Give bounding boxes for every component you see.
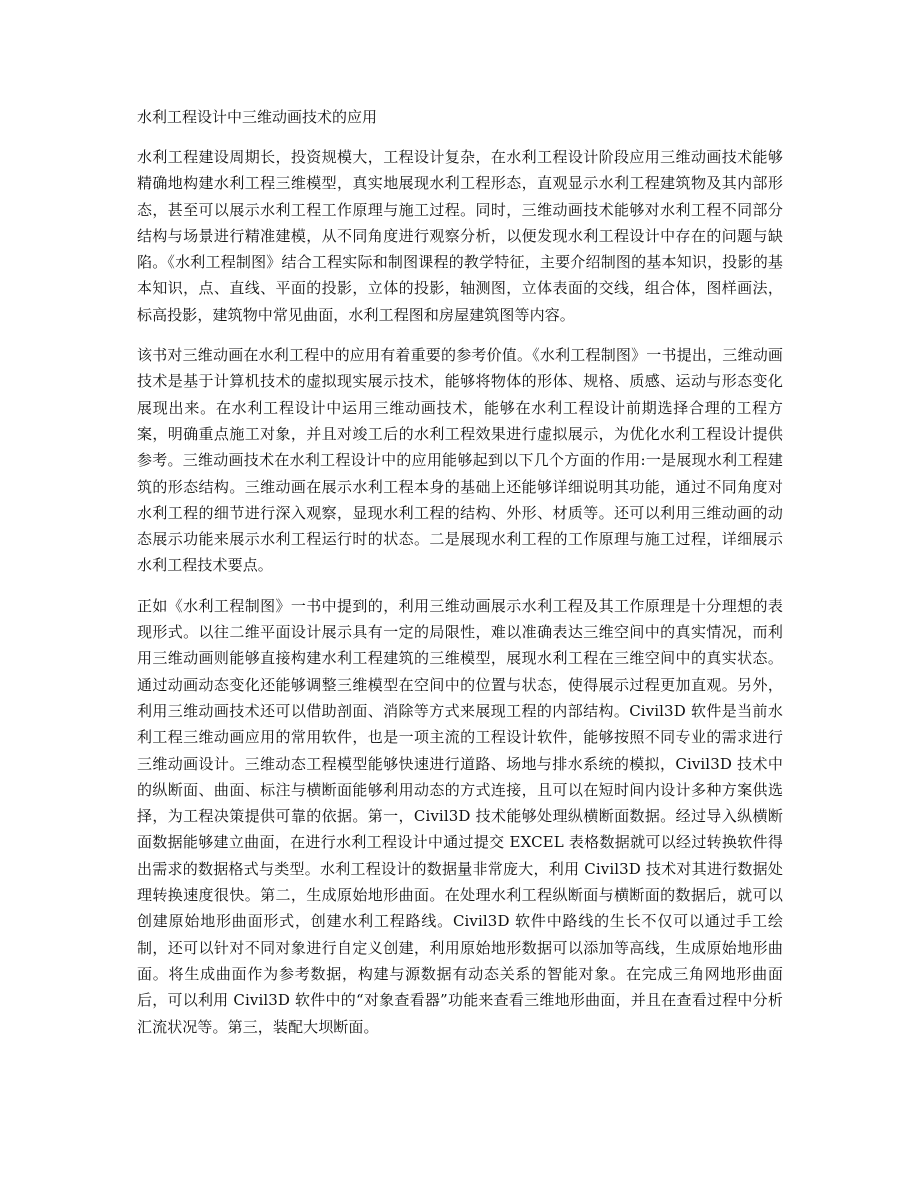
document-page xyxy=(137,104,783,1054)
document-title: 水利工程设计中三维动画技术的应用 xyxy=(137,108,378,126)
paragraph-2: 该书对三维动画在水利工程中的应用有着重要的参考价值。《水利工程制图》一书提出，三维动画技术是基于计算机技术的虚拟现实展示技术，能够将物体的形体、规格、质感、运动与形态变化展现出来。在水利工程设计中运用三维动画技术，能够在水利工程设计前期选择合理的工程方案，明确重点施工对象，并且对竣工后的水利工程效果进行虚拟展示，为优化水利工程设计提供参考。三维动画技术在水利工程设计中的应用能够起到以下几个方面的作用:一是展现水利工程建筑的形态结构。三维动画在展示水利工程本身的基础上还能够详细说明其功能，通过不同角度对水利工程的细节进行深入观察，显现水利工程的结构、外形、材质等。还可以利用三维动画的动态展示功能来展示水利工程运行时的状态。二是展现水利工程的工作原理与施工过程，详细展示水利工程技术要点。 xyxy=(137,346,783,575)
paragraph-3: 正如《水利工程制图》一书中提到的，利用三维动画展示水利工程及其工作原理是十分理想的表现形式。以往二维平面设计展示具有一定的局限性，难以准确表达三维空间中的真实情况，而利用三维动画则能够直接构建水利工程建筑的三维模型，展现水利工程在三维空间中的真实状态。通过动画动态变化还能够调整三维模型在空间中的位置与状态，使得展示过程更加直观。另外，利用三维动画技术还可以借助剖面、消除等方式来展现工程的内部结构。Civil3D 软件是当前水利工程三维动画应用的常用软件，也是一项主流的工程设计软件，能够按照不同专业的需求进行三维动画设计。三维动态工程模型能够快速进行道路、场地与排水系统的模拟，Civil3D 技术中的纵断面、曲面、标注与横断面能够利用动态的方式连接，且可以在短时间内设计多种方案供选择，为工程决策提供可靠的依据。第一，Civil3D 技术能够处理纵横断面数据。经过导入纵横断面数据能够建立曲面，在进行水利工程设计中通过提交 EXCEL 表格数据就可以经过转换软件得出需求的数据格式与类型。水利工程设计的数据量非常庞大，利用 Civil3D 技术对其进行数据处理转换速度很快。第二，生成原始地形曲面。在处理水利工程纵断面与横断面的数据后，就可以创建原始地形曲面形式，创建水利工程路线。Civil3D 软件中路线的生长不仅可以通过手工绘制，还可以针对不同对象进行自定义创建，利用原始地形数据可以添加等高线，生成原始地形曲面。将生成曲面作为参考数据，构建与源数据有动态关系的智能对象。在完成三角网地形曲面后，可以利用 Civil3D 软件中的“对象查看器”功能来查看三维地形曲面，并且在查看过程中分析汇流状况等。第三，装配大坝断面。 xyxy=(137,596,783,1036)
paragraph-1: 水利工程建设周期长，投资规模大，工程设计复杂，在水利工程设计阶段应用三维动画技术能够精确地构建水利工程三维模型，真实地展现水利工程形态，直观显示水利工程建筑物及其内部形态，甚至可以展示水利工程工作原理与施工过程。同时，三维动画技术能够对水利工程不同部分结构与场景进行精准建模，从不同角度进行观察分析，以便发现水利工程设计中存在的问题与缺陷。《水利工程制图》结合工程实际和制图课程的教学特征，主要介绍制图的基本知识，投影的基本知识，点、直线、平面的投影，立体的投影，轴测图，立体表面的交线，组合体，图样画法，标高投影，建筑物中常见曲面，水利工程图和房屋建筑图等内容。 xyxy=(137,148,783,324)
